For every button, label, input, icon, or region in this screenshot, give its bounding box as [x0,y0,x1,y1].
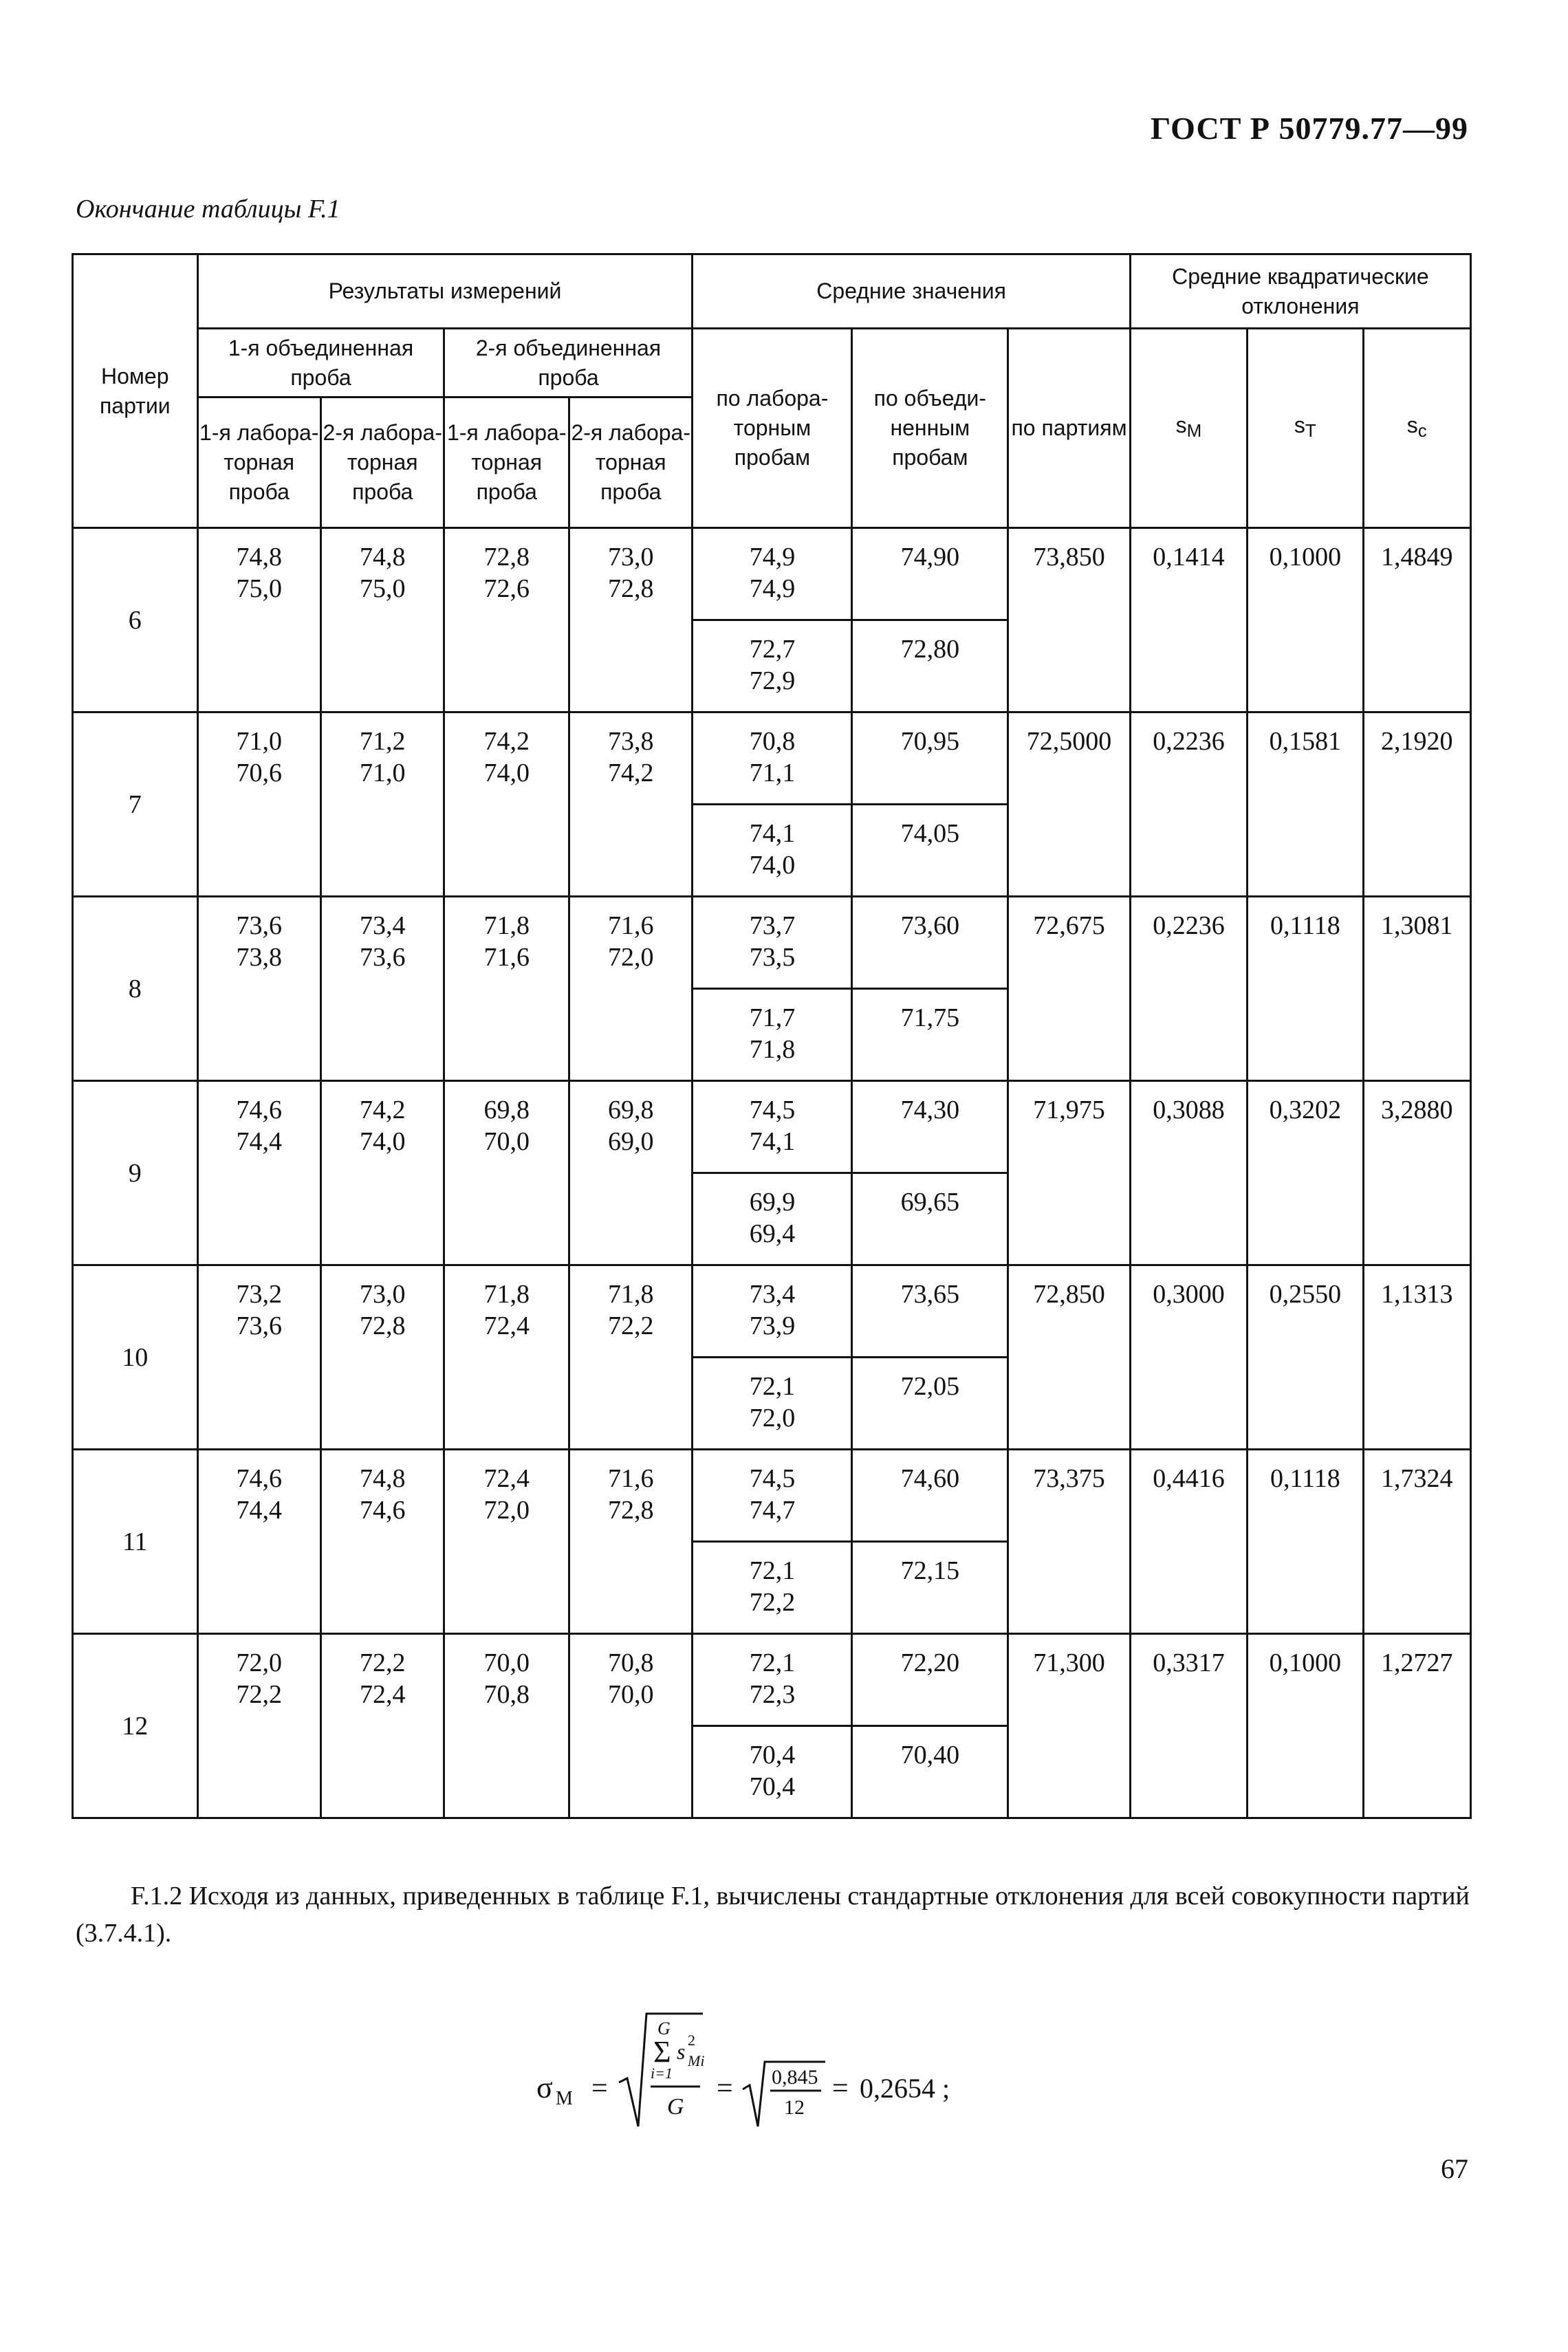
page-number: 67 [1441,2153,1468,2184]
mean-batch-cell: 73,375 [1008,1450,1130,1634]
mean-lab-cell: 74,5 74,1 [693,1081,852,1173]
c2-lab1-cell: 69,8 70,0 [444,1081,569,1265]
sd-c-cell: 2,1920 [1363,712,1470,897]
sd-t-cell: 0,1000 [1248,1634,1363,1818]
sd-t-cell: 0,1000 [1248,528,1363,712]
formula-lhs-sub: М [556,2088,573,2109]
formula-sigma-m [536,2001,1018,2139]
batch-number-cell: 11 [73,1450,198,1634]
sd-c-cell: 1,3081 [1363,897,1470,1081]
document-code: ГОСТ Р 50779.77—99 [1151,111,1468,146]
c1-lab1-cell: 72,0 72,2 [197,1634,320,1818]
c2-lab2-cell: 70,8 70,0 [569,1634,693,1818]
formula-s: s [677,2039,686,2064]
c2-lab1-cell: 72,4 72,0 [444,1450,569,1634]
mean-lab-cell: 72,1 72,2 [693,1542,852,1634]
c2-lab2-cell: 73,8 74,2 [569,712,693,897]
c2-lab1-cell: 74,2 74,0 [444,712,569,897]
sd-c-cell: 1,4849 [1363,528,1470,712]
sum-lower: i=1 [651,2065,673,2082]
c1-lab1-cell: 73,2 73,6 [197,1265,320,1450]
sd-c-cell: 1,2727 [1363,1634,1470,1818]
mean-combined-cell: 72,15 [852,1542,1008,1634]
batch-number-cell: 8 [73,897,198,1081]
mean-lab-cell: 69,9 69,4 [693,1173,852,1265]
sum-upper: G [657,2018,671,2038]
header-c2-lab1: 1-я лабора-торная проба [444,398,569,528]
mean-batch-cell: 72,675 [1008,897,1130,1081]
c2-lab1-cell: 71,8 72,4 [444,1265,569,1450]
mean-combined-cell: 72,05 [852,1358,1008,1450]
formula-eq2: = [717,2073,733,2104]
formula-num-value: 0,845 [772,2066,818,2089]
mean-batch-cell: 72,5000 [1008,712,1130,897]
formula-den-value: 12 [784,2096,805,2119]
c1-lab2-cell: 73,0 72,8 [320,1265,444,1450]
c1-lab2-cell: 71,2 71,0 [320,712,444,897]
c2-lab2-cell: 69,8 69,0 [569,1081,693,1265]
mean-combined-cell: 73,65 [852,1265,1008,1358]
mean-batch-cell: 71,300 [1008,1634,1130,1818]
sd-m-cell: 0,2236 [1130,712,1247,897]
batch-number-cell: 7 [73,712,198,897]
mean-lab-cell: 70,4 70,4 [693,1726,852,1818]
header-c2-lab2: 2-я лабора-торная проба [569,398,693,528]
c1-lab1-cell: 74,6 74,4 [197,1081,320,1265]
formula-s-sup: 2 [688,2032,695,2049]
header-combined-sample-2: 2-я объединенная проба [444,329,693,398]
mean-combined-cell: 72,80 [852,620,1008,712]
header-sd-m: $s_М$ [1130,329,1247,528]
mean-combined-cell: 72,20 [852,1634,1008,1726]
table-body [73,528,1471,1818]
header-mean-values: Средние значения [693,254,1130,329]
header-mean-by-combined: по объеди-ненным пробам [852,329,1008,528]
mean-lab-cell: 70,8 71,1 [693,712,852,805]
mean-combined-cell: 74,90 [852,528,1008,620]
mean-batch-cell: 71,975 [1008,1081,1130,1265]
mean-lab-cell: 74,9 74,9 [693,528,852,620]
sd-m-cell: 0,3000 [1130,1265,1247,1450]
c2-lab2-cell: 71,8 72,2 [569,1265,693,1450]
sd-t-cell: 0,1581 [1248,712,1363,897]
mean-lab-cell: 73,4 73,9 [693,1265,852,1358]
c1-lab2-cell: 74,8 75,0 [320,528,444,712]
sd-t-cell: 0,1118 [1248,1450,1363,1634]
c1-lab2-cell: 74,8 74,6 [320,1450,444,1634]
header-mean-by-lab: по лабора-торным пробам [693,329,852,528]
batch-number-cell: 10 [73,1265,198,1450]
mean-lab-cell: 71,7 71,8 [693,989,852,1081]
header-sd-t: $s_T$ [1248,329,1363,528]
mean-combined-cell: 70,95 [852,712,1008,805]
header-c1-lab1: 1-я лабора-торная проба [197,398,320,528]
mean-lab-cell: 74,5 74,7 [693,1450,852,1542]
sd-t-cell: 0,1118 [1248,897,1363,1081]
mean-lab-cell: 74,1 74,0 [693,805,852,897]
c1-lab2-cell: 73,4 73,6 [320,897,444,1081]
c2-lab1-cell: 71,8 71,6 [444,897,569,1081]
mean-batch-cell: 73,850 [1008,528,1130,712]
mean-lab-cell: 72,1 72,0 [693,1358,852,1450]
paragraph-f-1-2: F.1.2 Исходя из данных, приведенных в таблице F.1, вычислены стандартные отклонения для всей совокупности партий (3.7.4.1). [76,1882,1470,1948]
sd-c-cell: 1,1313 [1363,1265,1470,1450]
mean-batch-cell: 72,850 [1008,1265,1130,1450]
mean-combined-cell: 74,30 [852,1081,1008,1173]
sd-c-cell: 3,2880 [1363,1081,1470,1265]
mean-lab-cell: 72,7 72,9 [693,620,852,712]
formula-s-sub: Мi [688,2052,705,2069]
header-c1-lab2: 2-я лабора-торная проба [320,398,444,528]
c1-lab1-cell: 74,6 74,4 [197,1450,320,1634]
batch-number-cell: 6 [73,528,198,712]
c1-lab2-cell: 72,2 72,4 [320,1634,444,1818]
sd-m-cell: 0,1414 [1130,528,1247,712]
sd-c-cell: 1,7324 [1363,1450,1470,1634]
mean-combined-cell: 69,65 [852,1173,1008,1265]
mean-combined-cell: 74,60 [852,1450,1008,1542]
sd-m-cell: 0,2236 [1130,897,1247,1081]
mean-combined-cell: 71,75 [852,989,1008,1081]
data-table [72,253,1472,1819]
mean-combined-cell: 70,40 [852,1726,1008,1818]
mean-combined-cell: 74,05 [852,805,1008,897]
c2-lab2-cell: 73,0 72,8 [569,528,693,712]
c2-lab2-cell: 71,6 72,8 [569,1450,693,1634]
sd-m-cell: 0,4416 [1130,1450,1247,1634]
header-measurement-results: Результаты измерений [197,254,693,329]
header-mean-by-batch: по партиям [1008,329,1130,528]
header-standard-deviations: Средние квадратические отклонения [1130,254,1470,329]
mean-combined-cell: 73,60 [852,897,1008,989]
formula-lhs: σ [536,2071,553,2104]
sd-m-cell: 0,3088 [1130,1081,1247,1265]
c1-lab2-cell: 74,2 74,0 [320,1081,444,1265]
sd-t-cell: 0,2550 [1248,1265,1363,1450]
sd-m-cell: 0,3317 [1130,1634,1247,1818]
table-caption: Окончание таблицы F.1 [76,195,340,224]
header-batch-number: Номер партии [73,254,198,528]
formula-eq3: = [832,2073,849,2104]
mean-lab-cell: 72,1 72,3 [693,1634,852,1726]
c1-lab1-cell: 73,6 73,8 [197,897,320,1081]
formula-denominator: G [667,2094,684,2120]
mean-lab-cell: 73,7 73,5 [693,897,852,989]
c2-lab1-cell: 72,8 72,6 [444,528,569,712]
header-combined-sample-1: 1-я объединенная проба [197,329,444,398]
batch-number-cell: 12 [73,1634,198,1818]
c2-lab2-cell: 71,6 72,0 [569,897,693,1081]
sum-symbol: Σ [653,2035,671,2069]
formula-eq1: = [591,2073,608,2104]
batch-number-cell: 9 [73,1081,198,1265]
c1-lab1-cell: 74,8 75,0 [197,528,320,712]
c2-lab1-cell: 70,0 70,8 [444,1634,569,1818]
formula-result: 0,2654 ; [860,2073,950,2104]
c1-lab1-cell: 71,0 70,6 [197,712,320,897]
sd-t-cell: 0,3202 [1248,1081,1363,1265]
formula-graphic [536,2001,1018,2139]
header-sd-c: $s_c$ [1363,329,1470,528]
